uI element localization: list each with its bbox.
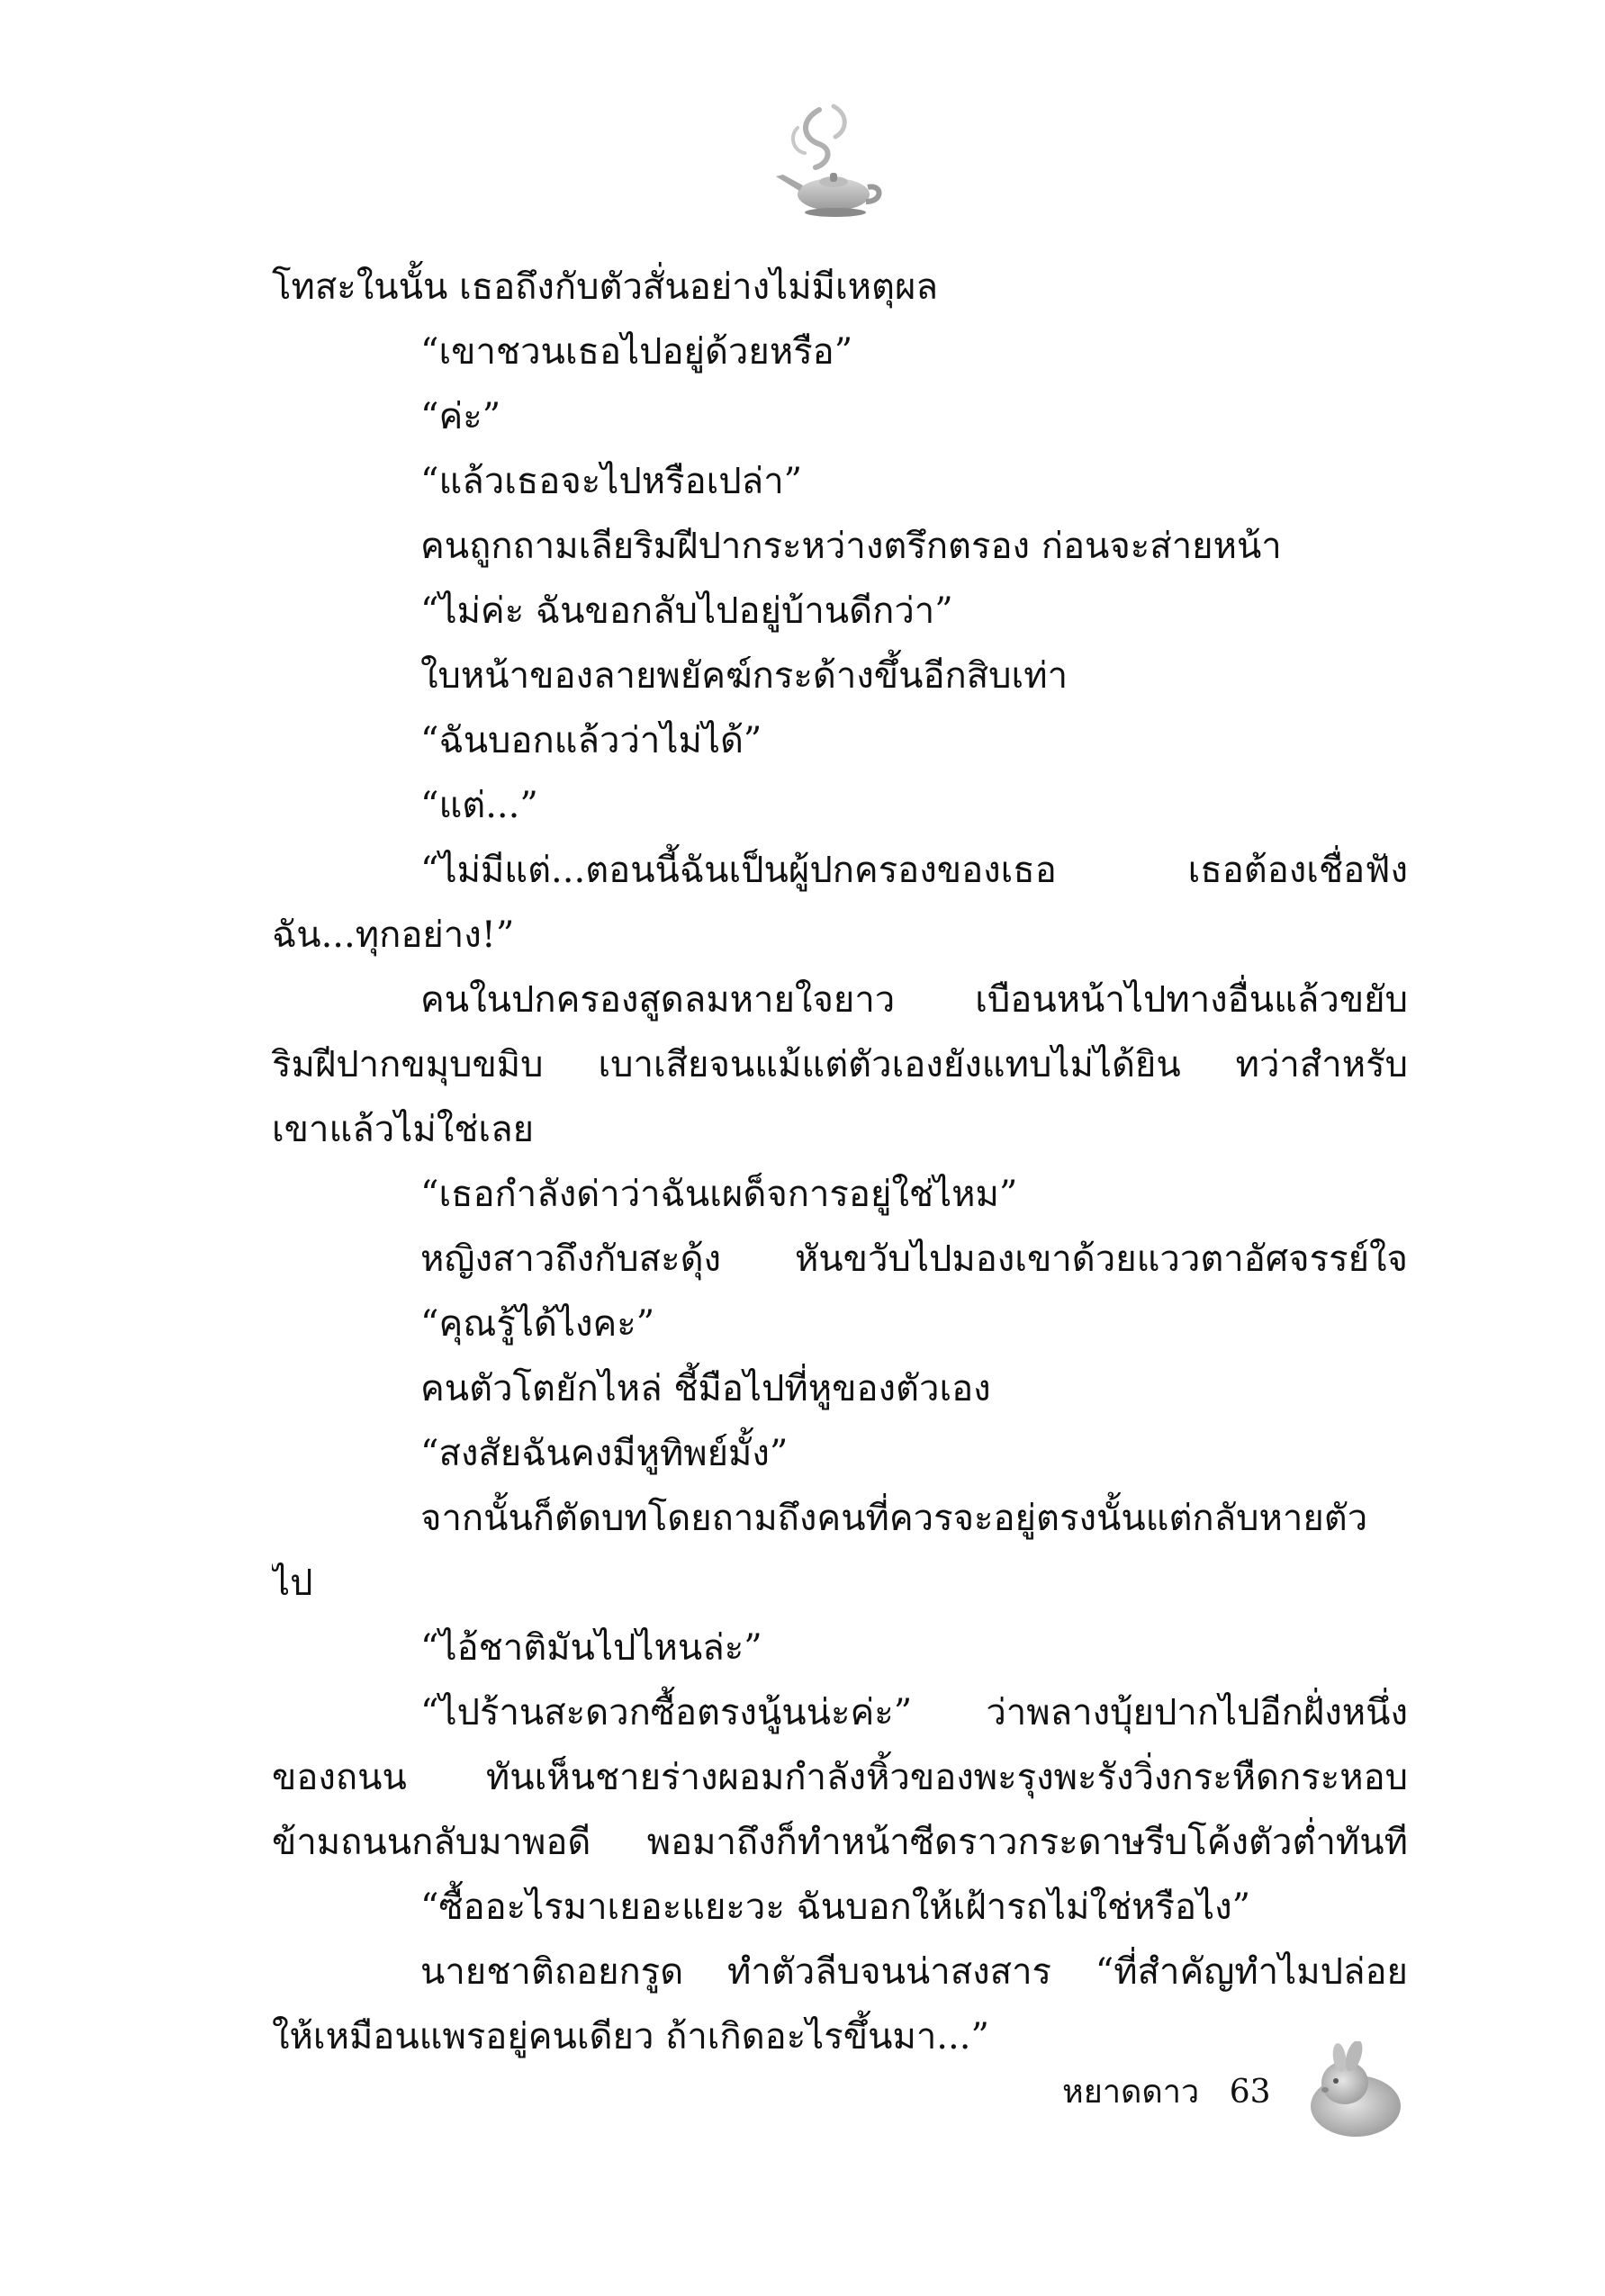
text-line: “ไอ้ชาติมันไปไหนล่ะ” xyxy=(420,1627,762,1669)
text-line: “เขาชวนเธอไปอยู่ด้วยหรือ” xyxy=(420,331,853,373)
text-line: ของถนน ทันเห็นชายร่างผอมกำลังหิ้วของพะรุงพะรังวิ่งกระหืดกระหอบ xyxy=(272,1757,1408,1798)
text-line: “ไปร้านสะดวกซื้อตรงนู้นน่ะค่ะ” ว่าพลางบุ้ยปากไปอีกฝั่งหนึ่ง xyxy=(420,1692,1408,1733)
rabbit-icon xyxy=(1300,2041,1408,2140)
text-line: “ไม่มีแต่...ตอนนี้ฉันเป็นผู้ปกครองของเธอ เธอต้องเชื่อฟัง xyxy=(420,850,1408,891)
text-line: คนในปกครองสูดลมหายใจยาว เบือนหน้าไปทางอื่นแล้วขยับ xyxy=(420,979,1408,1021)
text-line: “แต่...” xyxy=(420,785,538,826)
text-line: คนถูกถามเลียริมฝีปากระหว่างตรึกตรอง ก่อนจะส่ายหน้า xyxy=(420,526,1282,567)
text-line: ใบหน้าของลายพยัคฆ์กระด้างขึ้นอีกสิบเท่า xyxy=(420,655,1068,697)
text-line: คนตัวโตยักไหล่ ชี้มือไปที่หูของตัวเอง xyxy=(420,1368,991,1409)
teapot-ornament-icon xyxy=(763,101,889,227)
text-line: ให้เหมือนแพรอยู่คนเดียว ถ้าเกิดอะไรขึ้นมา...” xyxy=(272,2016,989,2057)
text-line: ข้ามถนนกลับมาพอดี พอมาถึงก็ทำหน้าซีดราวกระดาษรีบโค้งตัวต่ำทันที xyxy=(272,1822,1408,1863)
text-line: “ค่ะ” xyxy=(420,396,501,437)
page-number: 63 xyxy=(1229,2074,1271,2111)
text-line: โทสะในนั้น เธอถึงกับตัวสั่นอย่างไม่มีเหตุผล xyxy=(272,266,938,308)
text-line: ไป xyxy=(272,1562,313,1604)
text-line: หญิงสาวถึงกับสะดุ้ง หันขวับไปมองเขาด้วยแววตาอัศจรรย์ใจ xyxy=(420,1238,1408,1280)
text-line: “ซื้ออะไรมาเยอะแยะวะ ฉันบอกให้เฝ้ารถไม่ใช่หรือไง” xyxy=(420,1886,1251,1928)
text-line: “สงสัยฉันคงมีหูทิพย์มั้ง” xyxy=(420,1433,789,1474)
text-line: จากนั้นก็ตัดบทโดยถามถึงคนที่ควรจะอยู่ตรงนั้นแต่กลับหายตัว xyxy=(420,1498,1368,1539)
text-line: นายชาติถอยกรูด ทำตัวลีบจนน่าสงสาร “ที่สำคัญทำไมปล่อย xyxy=(420,1951,1408,1993)
text-line: ฉัน...ทุกอย่าง!” xyxy=(272,914,515,956)
text-line: “ฉันบอกแล้วว่าไม่ได้” xyxy=(420,720,762,761)
body-text xyxy=(272,255,1408,2069)
text-line: “คุณรู้ได้ไงคะ” xyxy=(420,1303,655,1345)
page-footer xyxy=(1062,2070,1271,2115)
text-line: เขาแล้วไม่ใช่เลย xyxy=(272,1109,535,1150)
text-line: “เธอกำลังด่าว่าฉันเผด็จการอยู่ใช่ไหม” xyxy=(420,1174,1018,1215)
text-line: “แล้วเธอจะไปหรือเปล่า” xyxy=(420,461,803,502)
book-title: หยาดดาว xyxy=(1062,2074,1200,2111)
text-line: “ไม่ค่ะ ฉันขอกลับไปอยู่บ้านดีกว่า” xyxy=(420,590,953,632)
text-line: ริมฝีปากขมุบขมิบ เบาเสียจนแม้แต่ตัวเองยังแทบไม่ได้ยิน ทว่าสำหรับ xyxy=(272,1044,1408,1085)
